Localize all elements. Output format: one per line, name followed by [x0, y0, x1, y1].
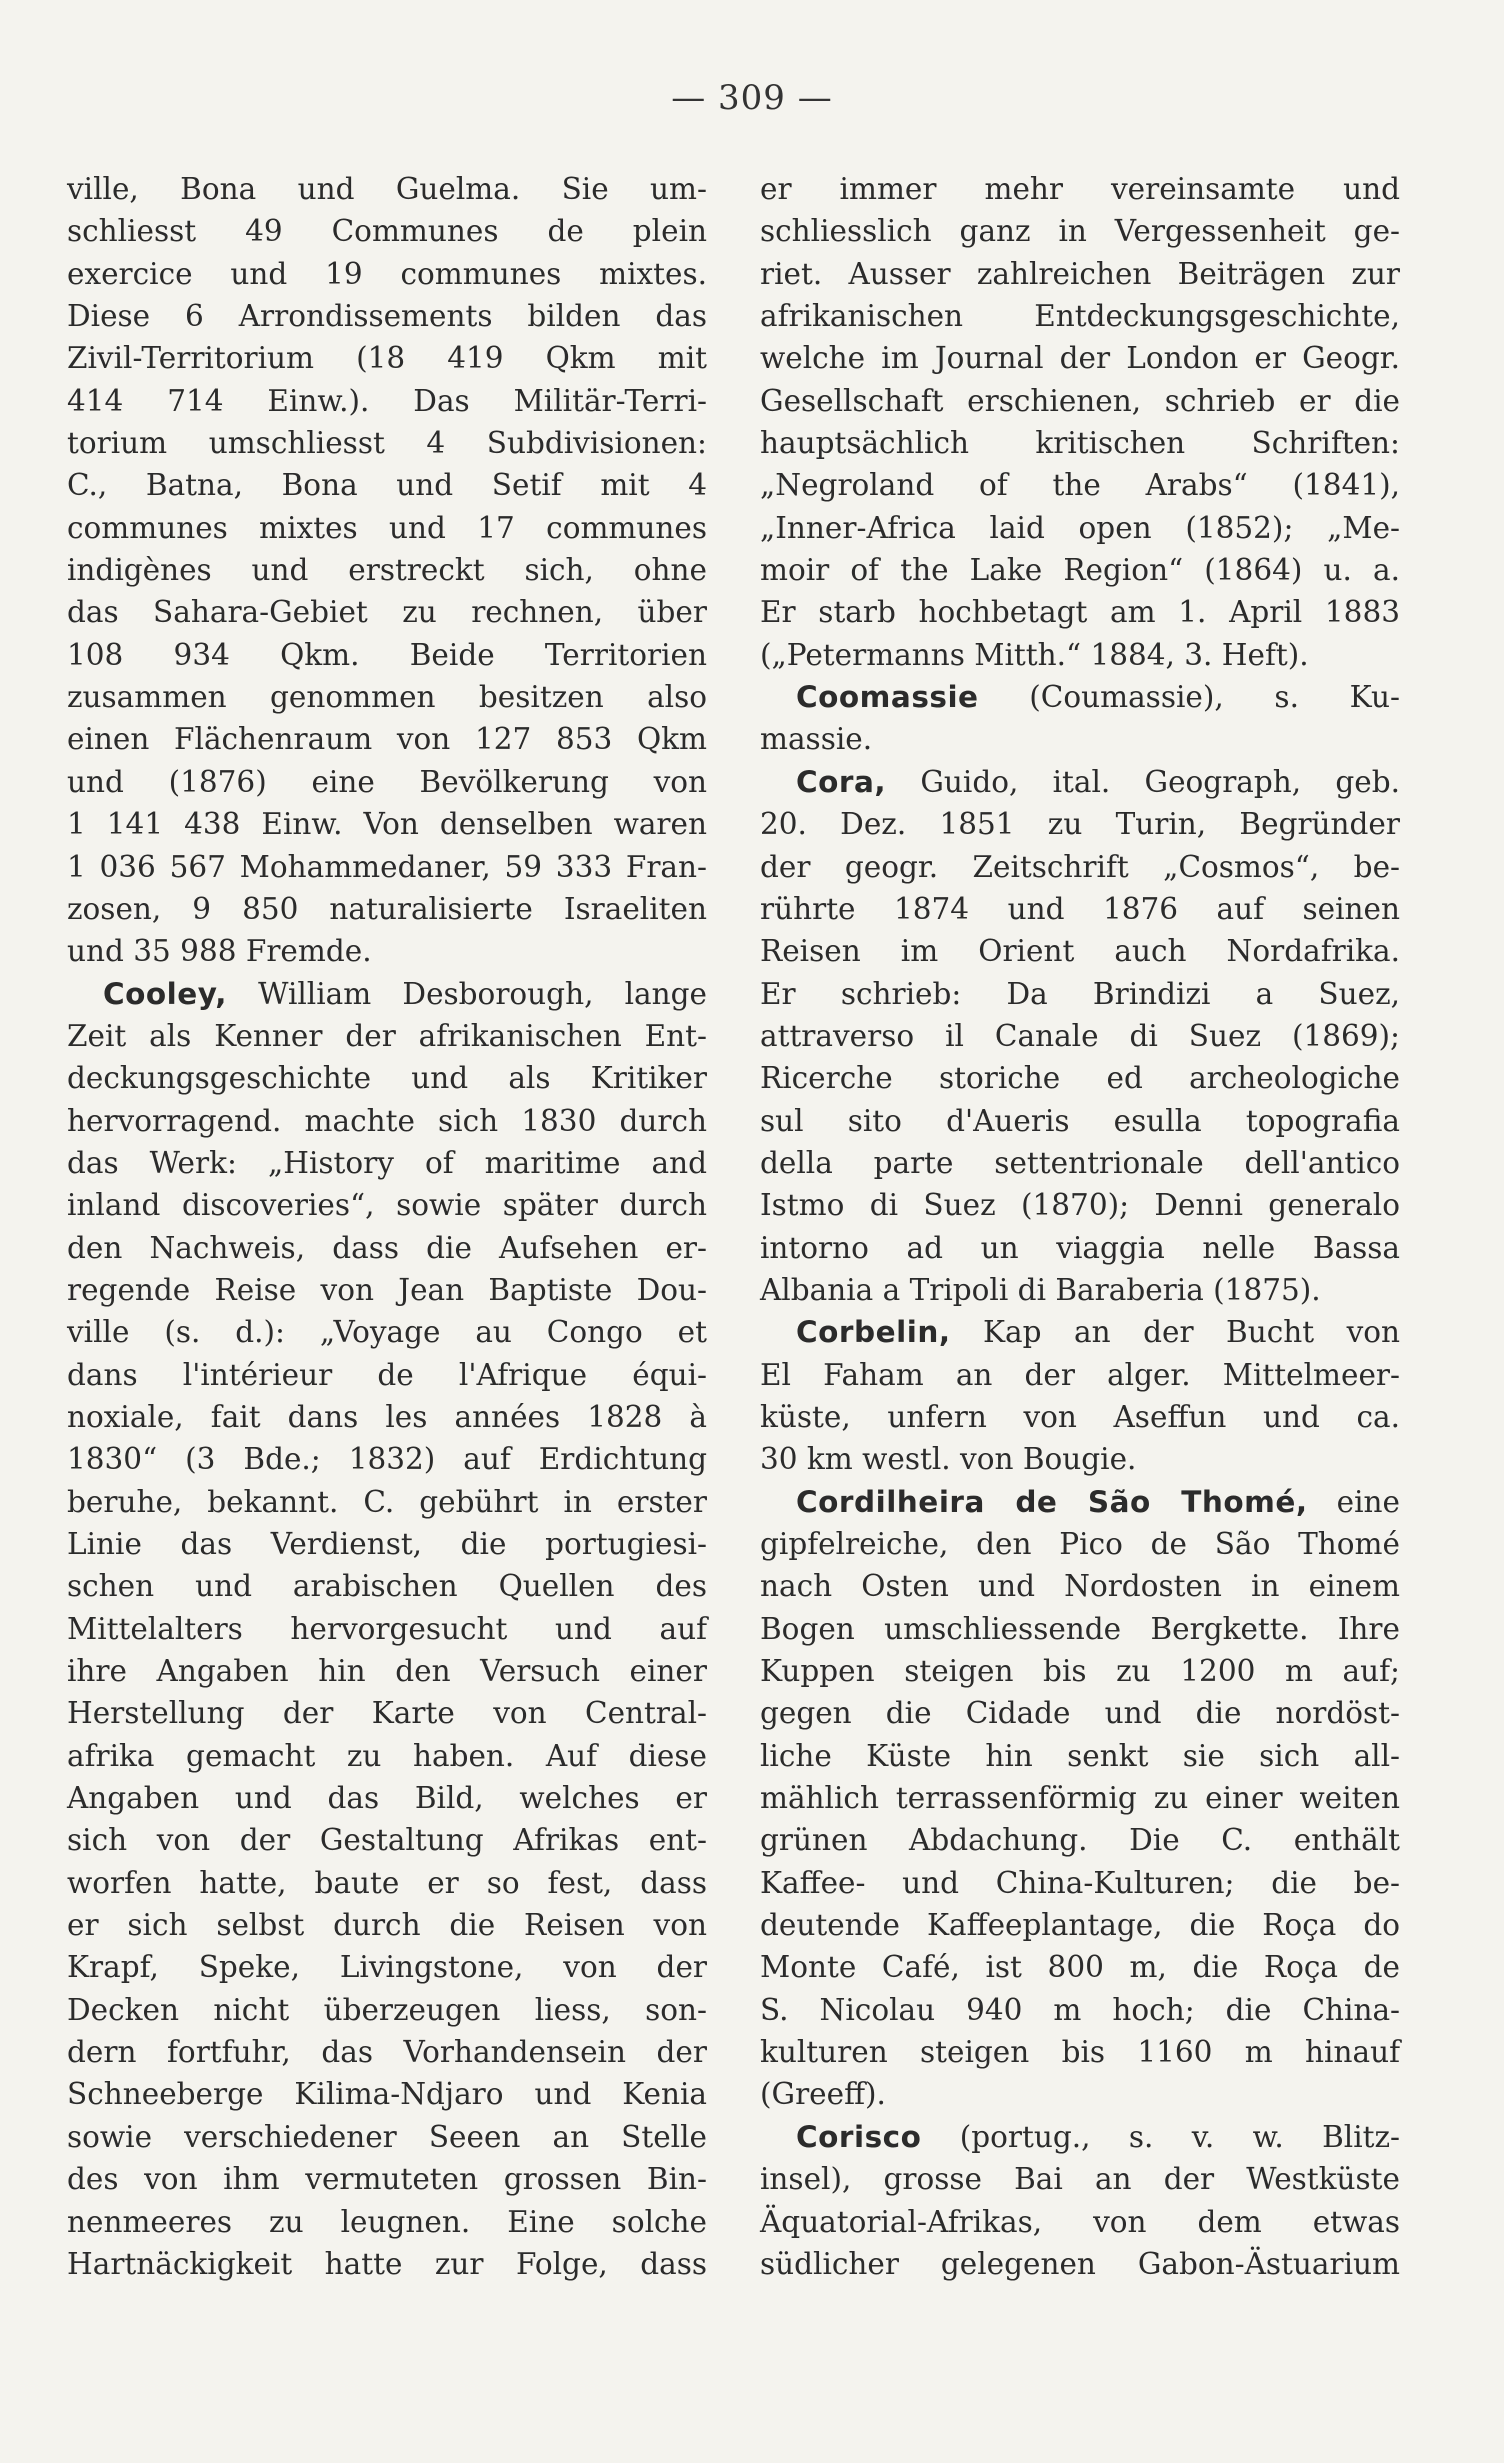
line-text: nenmeeres zu leugnen. Eine solche	[67, 2204, 707, 2239]
text-line	[67, 1862, 707, 1904]
line-text: C., Batna, Bona und Setif mit 4	[67, 468, 707, 503]
text-line	[760, 1227, 1400, 1269]
text-line	[67, 1015, 707, 1057]
line-text: afrikanischen Entdeckungsgeschichte,	[760, 299, 1400, 334]
line-text: schliesst 49 Communes de plein	[67, 214, 707, 249]
text-line	[67, 803, 707, 845]
line-text: indigènes und erstreckt sich, ohne	[67, 553, 707, 588]
entry-headword: Corbelin,	[796, 1315, 951, 1350]
line-text: Kap an der Bucht von	[950, 1315, 1400, 1350]
line-text: nach Osten und Nordosten in einem	[760, 1569, 1400, 1604]
line-text: sowie verschiedener Seeen an Stelle	[67, 2119, 707, 2154]
line-text: hauptsächlich kritischen Schriften:	[760, 426, 1400, 461]
entry-heading-line	[760, 2116, 1400, 2158]
text-line	[67, 718, 707, 760]
text-line	[760, 1777, 1400, 1819]
line-text: Kaffee- und China-Kulturen; die be-	[760, 1865, 1400, 1900]
text-line	[760, 1692, 1400, 1734]
line-text: zosen, 9 850 naturalisierte Israeliten	[67, 891, 707, 926]
text-line	[760, 507, 1400, 549]
line-text: Decken nicht überzeugen liess, son-	[67, 1992, 707, 2027]
line-text: Schneeberge Kilima-Ndjaro und Kenia	[67, 2077, 707, 2112]
text-line	[760, 337, 1400, 379]
text-line	[760, 2073, 1400, 2115]
line-text: 20. Dez. 1851 zu Turin, Begründer	[760, 807, 1400, 842]
line-text: Ricerche storiche ed archeologiche	[760, 1061, 1400, 1096]
line-text: Bogen umschliessende Bergkette. Ihre	[760, 1611, 1400, 1646]
text-line	[67, 1227, 707, 1269]
line-text: zusammen genommen besitzen also	[67, 680, 707, 715]
entry-heading-line	[67, 973, 707, 1015]
line-text: liche Küste hin senkt sie sich all-	[760, 1738, 1400, 1773]
text-line	[67, 549, 707, 591]
line-text: das Sahara-Gebiet zu rechnen, über	[67, 595, 707, 630]
line-text: Monte Café, ist 800 m, die Roça de	[760, 1950, 1400, 1985]
text-line	[67, 1650, 707, 1692]
line-text: Kuppen steigen bis zu 1200 m auf;	[760, 1654, 1400, 1689]
line-text: und 35 988 Fremde.	[67, 934, 372, 969]
line-text: Diese 6 Arrondissements bilden das	[67, 299, 707, 334]
line-text: 30 km westl. von Bougie.	[760, 1442, 1137, 1477]
line-text: kulturen steigen bis 1160 m hinauf	[760, 2035, 1400, 2070]
text-line	[67, 1438, 707, 1480]
text-line	[67, 1777, 707, 1819]
text-line	[760, 1650, 1400, 1692]
entry-headword: Cooley,	[103, 976, 227, 1011]
line-text: küste, unfern von Aseffun und ca.	[760, 1399, 1400, 1434]
text-line	[67, 422, 707, 464]
line-text: sich von der Gestaltung Afrikas ent-	[67, 1823, 707, 1858]
text-line	[760, 1946, 1400, 1988]
line-text: hervorragend. machte sich 1830 durch	[67, 1103, 707, 1138]
line-text: exercice und 19 communes mixtes.	[67, 256, 707, 291]
text-line	[67, 1481, 707, 1523]
text-line	[760, 1438, 1400, 1480]
line-text: „Negroland of the Arabs“ (1841),	[760, 468, 1400, 503]
line-text: worfen hatte, baute er so fest, dass	[67, 1865, 707, 1900]
text-line	[67, 1142, 707, 1184]
page-number: — 309 —	[671, 78, 833, 118]
text-line	[760, 168, 1400, 210]
text-line	[760, 1184, 1400, 1226]
entry-headword: Corisco	[796, 2119, 922, 2154]
text-line	[760, 846, 1400, 888]
text-line	[760, 973, 1400, 1015]
line-text: Albania a Tripoli di Baraberia (1875).	[760, 1272, 1321, 1307]
text-line	[67, 1904, 707, 1946]
left-column	[67, 168, 707, 2285]
line-text: „Inner-Africa laid open (1852); „Me-	[760, 510, 1400, 545]
text-line	[67, 2031, 707, 2073]
line-text: Guido, ital. Geograph, geb.	[886, 764, 1400, 799]
text-line	[760, 1862, 1400, 1904]
line-text: einen Flächenraum von 127 853 Qkm	[67, 722, 707, 757]
line-text: dern fortfuhr, das Vorhandensein der	[67, 2035, 707, 2070]
text-line	[760, 380, 1400, 422]
text-line	[760, 549, 1400, 591]
line-text: insel), grosse Bai an der Westküste	[760, 2162, 1400, 2197]
text-line	[760, 1989, 1400, 2031]
right-column	[760, 168, 1400, 2285]
line-text: communes mixtes und 17 communes	[67, 510, 707, 545]
line-text: El Faham an der alger. Mittelmeer-	[760, 1357, 1400, 1392]
line-text: Linie das Verdienst, die portugiesi-	[67, 1527, 707, 1561]
line-text: Hartnäckigkeit hatte zur Folge, dass	[67, 2246, 707, 2281]
text-line	[67, 2158, 707, 2200]
line-text: (portug., s. v. w. Blitz-	[921, 2119, 1400, 2154]
line-text: das Werk: „History of maritime and	[67, 1145, 707, 1180]
text-line	[760, 2158, 1400, 2200]
text-line	[760, 1396, 1400, 1438]
line-text: Reisen im Orient auch Nordafrika.	[760, 934, 1400, 969]
text-line	[67, 380, 707, 422]
text-line	[760, 464, 1400, 506]
text-line	[67, 930, 707, 972]
line-text: Angaben und das Bild, welches er	[67, 1781, 707, 1816]
line-text: und (1876) eine Bevölkerung von	[67, 764, 707, 799]
text-line	[760, 1735, 1400, 1777]
line-text: („Petermanns Mitth.“ 1884, 3. Heft).	[760, 637, 1309, 672]
line-text: Äquatorial-Afrikas, von dem etwas	[760, 2204, 1400, 2239]
text-line	[760, 888, 1400, 930]
text-line	[760, 1015, 1400, 1057]
text-line	[760, 2201, 1400, 2243]
text-line	[67, 2116, 707, 2158]
entry-heading-line	[760, 1481, 1400, 1523]
text-line	[67, 1989, 707, 2031]
line-text: schliesslich ganz in Vergessenheit ge-	[760, 214, 1400, 249]
line-text: 1 141 438 Einw. Von denselben waren	[67, 807, 707, 842]
entry-heading-line	[760, 676, 1400, 718]
line-text: welche im Journal der London er Geogr.	[760, 341, 1400, 376]
text-line	[67, 888, 707, 930]
text-line	[67, 761, 707, 803]
line-text: intorno ad un viaggia nelle Bassa	[760, 1230, 1400, 1265]
entry-heading-line	[760, 1311, 1400, 1353]
text-line	[67, 1735, 707, 1777]
text-line	[760, 210, 1400, 252]
text-line	[760, 591, 1400, 633]
text-line	[760, 1608, 1400, 1650]
line-text: dans l'intérieur de l'Afrique équi-	[67, 1357, 707, 1392]
line-text: William Desborough, lange	[226, 976, 707, 1011]
text-line	[760, 1269, 1400, 1311]
line-text: sul sito d'Aueris esulla topografia	[760, 1103, 1400, 1138]
line-text: gipfelreiche, den Pico de São Thomé	[760, 1527, 1400, 1561]
line-text: (Greeff).	[760, 2077, 886, 2112]
text-line	[760, 422, 1400, 464]
text-line	[67, 1311, 707, 1353]
text-line	[67, 2073, 707, 2115]
text-line	[760, 1904, 1400, 1946]
text-line	[67, 676, 707, 718]
text-line	[760, 1354, 1400, 1396]
line-text: riet. Ausser zahlreichen Beiträgen zur	[760, 256, 1400, 291]
line-text: Zivil-Territorium (18 419 Qkm mit	[67, 341, 707, 376]
line-text: er sich selbst durch die Reisen von	[67, 1908, 707, 1943]
line-text: Istmo di Suez (1870); Denni generalo	[760, 1188, 1400, 1223]
text-line	[760, 2031, 1400, 2073]
text-line	[760, 1100, 1400, 1142]
text-line	[67, 1819, 707, 1861]
line-text: Herstellung der Karte von Central-	[67, 1696, 707, 1731]
text-line	[67, 1608, 707, 1650]
line-text: inland discoveries“, sowie später durch	[67, 1188, 707, 1223]
entry-headword: Coomassie	[796, 680, 979, 715]
text-line	[67, 1692, 707, 1734]
text-line	[67, 1565, 707, 1607]
line-text: della parte settentrionale dell'antico	[760, 1145, 1400, 1180]
line-text: ville, Bona und Guelma. Sie um-	[67, 172, 707, 206]
line-text: (Coumassie), s. Ku-	[978, 680, 1400, 715]
text-line	[67, 210, 707, 252]
line-text: Krapf, Speke, Livingstone, von der	[67, 1950, 707, 1985]
text-line	[760, 1142, 1400, 1184]
line-text: Gesellschaft erschienen, schrieb er die	[760, 383, 1400, 418]
text-line	[760, 718, 1400, 760]
line-text: 108 934 Qkm. Beide Territorien	[67, 637, 707, 672]
line-text: mählich terrassenförmig zu einer weiten	[760, 1781, 1400, 1816]
text-line	[760, 1565, 1400, 1607]
text-line	[67, 253, 707, 295]
line-text: ihre Angaben hin den Versuch einer	[67, 1654, 707, 1689]
line-text: schen und arabischen Quellen des	[67, 1569, 707, 1604]
line-text: Zeit als Kenner der afrikanischen Ent-	[67, 1018, 707, 1053]
line-text: eine	[1307, 1484, 1400, 1519]
line-text: noxiale, fait dans les années 1828 à	[67, 1399, 707, 1434]
line-text: Er starb hochbetagt am 1. April 1883	[760, 595, 1400, 630]
text-line	[67, 1269, 707, 1311]
line-text: gegen die Cidade und die nordöst-	[760, 1696, 1400, 1731]
text-line	[760, 253, 1400, 295]
text-line	[760, 1819, 1400, 1861]
text-line	[67, 1100, 707, 1142]
line-text: rührte 1874 und 1876 auf seinen	[760, 891, 1400, 926]
line-text: 1 036 567 Mohammedaner, 59 333 Fran-	[67, 849, 707, 884]
line-text: attraverso il Canale di Suez (1869);	[760, 1018, 1400, 1053]
text-line	[760, 634, 1400, 676]
text-line	[760, 2243, 1400, 2285]
line-text: S. Nicolau 940 m hoch; die China-	[760, 1992, 1400, 2027]
line-text: des von ihm vermuteten grossen Bin-	[67, 2162, 707, 2197]
text-line	[760, 295, 1400, 337]
text-line	[67, 2201, 707, 2243]
line-text: südlicher gelegenen Gabon-Ästuarium	[760, 2246, 1400, 2281]
line-text: deutende Kaffeeplantage, die Roça do	[760, 1908, 1400, 1943]
text-line	[760, 1523, 1400, 1565]
line-text: 1830“ (3 Bde.; 1832) auf Erdichtung	[67, 1442, 707, 1477]
line-text: 414 714 Einw.). Das Militär-Terri-	[67, 383, 707, 418]
text-line	[67, 846, 707, 888]
text-line	[67, 1946, 707, 1988]
line-text: afrika gemacht zu haben. Auf diese	[67, 1738, 707, 1773]
text-line	[67, 1523, 707, 1565]
line-text: regende Reise von Jean Baptiste Dou-	[67, 1272, 707, 1307]
text-line	[67, 634, 707, 676]
text-line	[67, 591, 707, 633]
line-text: der geogr. Zeitschrift „Cosmos“, be-	[760, 849, 1400, 884]
text-line	[67, 2243, 707, 2285]
text-line	[760, 803, 1400, 845]
line-text: moir of the Lake Region“ (1864) u. a.	[760, 553, 1400, 588]
line-text: Mittelalters hervorgesucht und auf	[67, 1611, 707, 1646]
entry-heading-line	[760, 761, 1400, 803]
entry-headword: Cora,	[796, 764, 887, 799]
line-text: Er schrieb: Da Brindizi a Suez,	[760, 976, 1400, 1011]
text-line	[67, 1396, 707, 1438]
entry-headword: Cordilheira de São Thomé,	[796, 1484, 1308, 1519]
line-text: grünen Abdachung. Die C. enthält	[760, 1823, 1400, 1858]
text-line	[67, 507, 707, 549]
line-text: den Nachweis, dass die Aufsehen er-	[67, 1230, 707, 1265]
text-line	[67, 1057, 707, 1099]
text-line	[67, 464, 707, 506]
line-text: torium umschliesst 4 Subdivisionen:	[67, 426, 707, 461]
text-line	[67, 1184, 707, 1226]
line-text: massie.	[760, 722, 873, 757]
text-line	[67, 1354, 707, 1396]
line-text: er immer mehr vereinsamte und	[760, 172, 1400, 206]
line-text: ville (s. d.): „Voyage au Congo et	[67, 1315, 707, 1350]
text-line	[67, 337, 707, 379]
text-line	[760, 930, 1400, 972]
text-line	[67, 168, 707, 210]
line-text: beruhe, bekannt. C. gebührt in erster	[67, 1484, 707, 1519]
line-text: deckungsgeschichte und als Kritiker	[67, 1061, 707, 1096]
text-line	[760, 1057, 1400, 1099]
text-line	[67, 295, 707, 337]
